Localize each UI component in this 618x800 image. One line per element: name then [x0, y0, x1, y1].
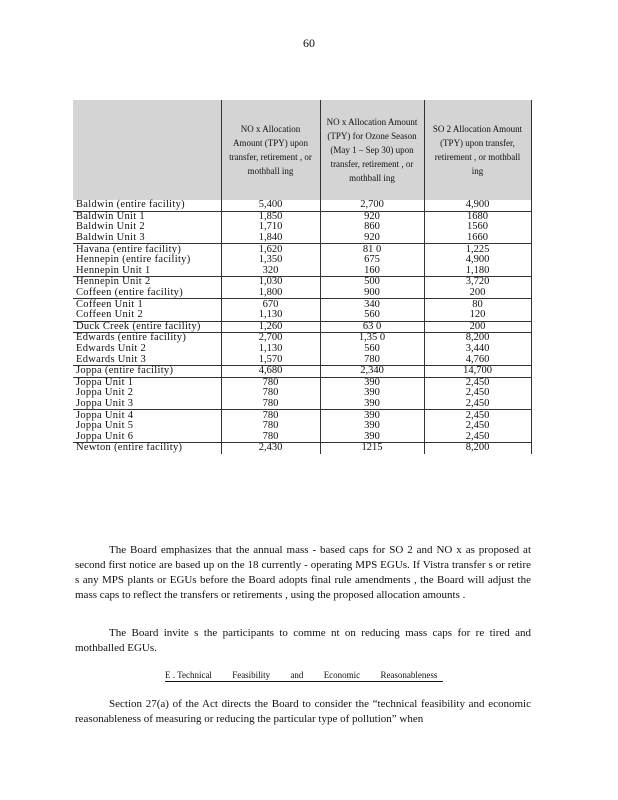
ozone-allocation-cell: 500	[320, 277, 424, 288]
nox-allocation-cell: 2,430	[221, 443, 320, 454]
ozone-allocation-cell: 1,35 0	[320, 333, 424, 344]
nox-allocation-cell: 780	[221, 410, 320, 421]
table-row	[73, 431, 531, 442]
so2-allocation-cell: 1560	[424, 222, 531, 233]
table-row	[73, 421, 531, 432]
nox-allocation-cell: 780	[221, 377, 320, 388]
so2-allocation-cell: 1680	[424, 211, 531, 222]
nox-allocation-cell: 5,400	[221, 200, 320, 211]
nox-allocation-cell: 2,700	[221, 333, 320, 344]
table-row	[73, 443, 531, 454]
so2-allocation-cell: 2,450	[424, 388, 531, 399]
table-row	[73, 266, 531, 277]
facility-name-cell: Hennepin Unit 2	[73, 277, 221, 288]
page-number: 60	[303, 36, 315, 50]
facility-name-cell: Joppa Unit 1	[73, 377, 221, 388]
so2-allocation-cell: 200	[424, 288, 531, 299]
table-row	[73, 255, 531, 266]
so2-allocation-cell: 14,700	[424, 365, 531, 377]
so2-allocation-cell: 2,450	[424, 377, 531, 388]
ozone-allocation-cell: 1215	[320, 443, 424, 454]
nox-allocation-cell: 1,570	[221, 354, 320, 365]
ozone-allocation-cell: 920	[320, 211, 424, 222]
facility-name-cell: Hennepin Unit 1	[76, 264, 151, 276]
ozone-allocation-cell: 390	[320, 377, 424, 388]
table-row	[73, 233, 531, 244]
facility-name-cell: Havana (entire facility)	[73, 244, 221, 255]
nox-allocation-cell: 1,030	[221, 277, 320, 288]
nox-allocation-cell: 780	[221, 399, 320, 410]
so2-allocation-cell: 2,450	[424, 410, 531, 421]
section-heading-word: Feasibility	[232, 670, 271, 680]
facility-name-cell: Baldwin (entire facility)	[76, 199, 185, 211]
header-nox-ozone-allocation: NO x Allocation Amount (TPY) for Ozone Season (May 1 – Sep 30) upon transfer, retirement , or mothball ing	[320, 100, 424, 200]
section-heading-word: Reasonableness	[380, 670, 438, 680]
nox-allocation-cell: 1,840	[221, 233, 320, 244]
nox-allocation-cell: 1,350	[221, 255, 320, 266]
so2-allocation-cell: 2,450	[424, 431, 531, 442]
ozone-allocation-cell: 390	[320, 431, 424, 442]
ozone-allocation-cell: 81 0	[320, 244, 424, 255]
nox-allocation-cell: 1,620	[221, 244, 320, 255]
ozone-allocation-cell: 560	[320, 344, 424, 355]
section-heading	[165, 670, 443, 682]
facility-name-cell: Joppa Unit 4	[73, 410, 221, 421]
nox-allocation-cell: 1,710	[221, 222, 320, 233]
so2-allocation-cell: 200	[424, 321, 531, 333]
allocation-table	[73, 100, 532, 454]
facility-name-cell: Joppa Unit 2	[76, 387, 134, 399]
ozone-allocation-cell: 2,340	[320, 365, 424, 377]
facility-name-cell: Edwards (entire facility)	[73, 333, 221, 344]
ozone-allocation-cell: 920	[320, 233, 424, 244]
ozone-allocation-cell: 780	[320, 354, 424, 365]
nox-allocation-cell: 780	[221, 388, 320, 399]
ozone-allocation-cell: 675	[320, 255, 424, 266]
nox-allocation-cell: 1,850	[221, 211, 320, 222]
ozone-allocation-cell: 390	[320, 399, 424, 410]
so2-allocation-cell: 4,760	[424, 354, 531, 365]
so2-allocation-cell: 4,900	[424, 255, 531, 266]
table-row	[73, 344, 531, 355]
nox-allocation-cell: 1,130	[221, 344, 320, 355]
header-nox-allocation: NO x Allocation Amount (TPY) upon transfer, retirement , or mothball ing	[221, 100, 320, 200]
facility-name-cell: Coffeen Unit 2	[76, 309, 143, 321]
table-body	[73, 200, 531, 454]
facility-name-cell: Joppa Unit 6	[76, 430, 134, 442]
table-row	[73, 388, 531, 399]
so2-allocation-cell: 1,225	[424, 244, 531, 255]
so2-allocation-cell: 1660	[424, 233, 531, 244]
facility-name-cell: Baldwin Unit 3	[76, 232, 145, 244]
table-row	[73, 200, 531, 211]
facility-name-cell: Coffeen Unit 1	[73, 299, 221, 310]
table-row	[73, 354, 531, 365]
facility-name-cell: Joppa (entire facility)	[73, 365, 221, 377]
facility-name-cell: Baldwin Unit 1	[73, 211, 221, 222]
ozone-allocation-cell: 63 0	[320, 321, 424, 333]
nox-allocation-cell: 1,260	[221, 321, 320, 333]
ozone-allocation-cell: 2,700	[320, 200, 424, 211]
ozone-allocation-cell: 560	[320, 310, 424, 321]
ozone-allocation-cell: 390	[320, 410, 424, 421]
ozone-allocation-cell: 390	[320, 388, 424, 399]
header-facility	[73, 100, 221, 200]
table-row	[73, 399, 531, 410]
facility-name-cell: Coffeen (entire facility)	[76, 287, 184, 299]
paragraph-text: The Board emphasizes that the annual mass - based caps for SO 2 and NO x as proposed at second first notice are based up on the 18 currently - operating MPS EGUs. If Vistra transfer s or retire s any MPS plants or EGUs before the Board adopts final rule amendments , the Board will adjust the mass caps to reflect the transfers or retirements , using the proposed allocation amounts .	[75, 544, 531, 601]
paragraph-text: The Board invite s the participants to comme nt on reducing mass caps for re tired and mothballed EGUs.	[75, 627, 531, 654]
so2-allocation-cell: 8,200	[424, 333, 531, 344]
table-row	[73, 377, 531, 388]
so2-allocation-cell: 1,180	[424, 266, 531, 277]
so2-allocation-cell: 3,720	[424, 277, 531, 288]
ozone-allocation-cell: 160	[320, 266, 424, 277]
table-row	[73, 365, 531, 377]
facility-name-cell: Hennepin (entire facility)	[76, 254, 191, 266]
nox-allocation-cell: 670	[221, 299, 320, 310]
facility-name-cell: Edwards Unit 2	[76, 343, 147, 355]
nox-allocation-cell: 320	[221, 266, 320, 277]
ozone-allocation-cell: 390	[320, 421, 424, 432]
facility-name-cell: Baldwin Unit 2	[76, 221, 145, 233]
table-row	[73, 310, 531, 321]
paragraph-text: Section 27(a) of the Act directs the Board to consider the “technical feasibility and economic reasonableness of measuring or reducing the particular type of pollution” when	[75, 698, 531, 725]
so2-allocation-cell: 4,900	[424, 200, 531, 211]
so2-allocation-cell: 3,440	[424, 344, 531, 355]
table-header-row	[73, 100, 531, 200]
paragraph-invite-comments	[75, 626, 531, 656]
section-heading-label: E . Technical	[165, 670, 212, 680]
nox-allocation-cell: 1,800	[221, 288, 320, 299]
section-heading-word: Economic	[323, 670, 361, 680]
ozone-allocation-cell: 340	[320, 299, 424, 310]
facility-name-cell: Edwards Unit 3	[76, 353, 147, 365]
facility-name-cell: Joppa Unit 5	[76, 420, 134, 432]
header-so2-allocation: SO 2 Allocation Amount (TPY) upon transfer, retirement , or mothball ing	[424, 100, 531, 200]
nox-allocation-cell: 780	[221, 421, 320, 432]
ozone-allocation-cell: 900	[320, 288, 424, 299]
nox-allocation-cell: 780	[221, 431, 320, 442]
paragraph-section-27a	[75, 697, 531, 727]
so2-allocation-cell: 80	[424, 299, 531, 310]
table-row	[73, 288, 531, 299]
so2-allocation-cell: 2,450	[424, 399, 531, 410]
so2-allocation-cell: 8,200	[424, 443, 531, 454]
table-row	[73, 321, 531, 333]
so2-allocation-cell: 120	[424, 310, 531, 321]
ozone-allocation-cell: 860	[320, 222, 424, 233]
section-heading-word: and	[290, 670, 304, 680]
so2-allocation-cell: 2,450	[424, 421, 531, 432]
facility-name-cell: Newton (entire facility)	[73, 443, 221, 454]
nox-allocation-cell: 4,680	[221, 365, 320, 377]
facility-name-cell: Duck Creek (entire facility)	[73, 321, 221, 333]
table-row	[73, 410, 531, 421]
nox-allocation-cell: 1,130	[221, 310, 320, 321]
paragraph-mass-caps	[75, 543, 531, 603]
facility-name-cell: Joppa Unit 3	[76, 397, 134, 409]
